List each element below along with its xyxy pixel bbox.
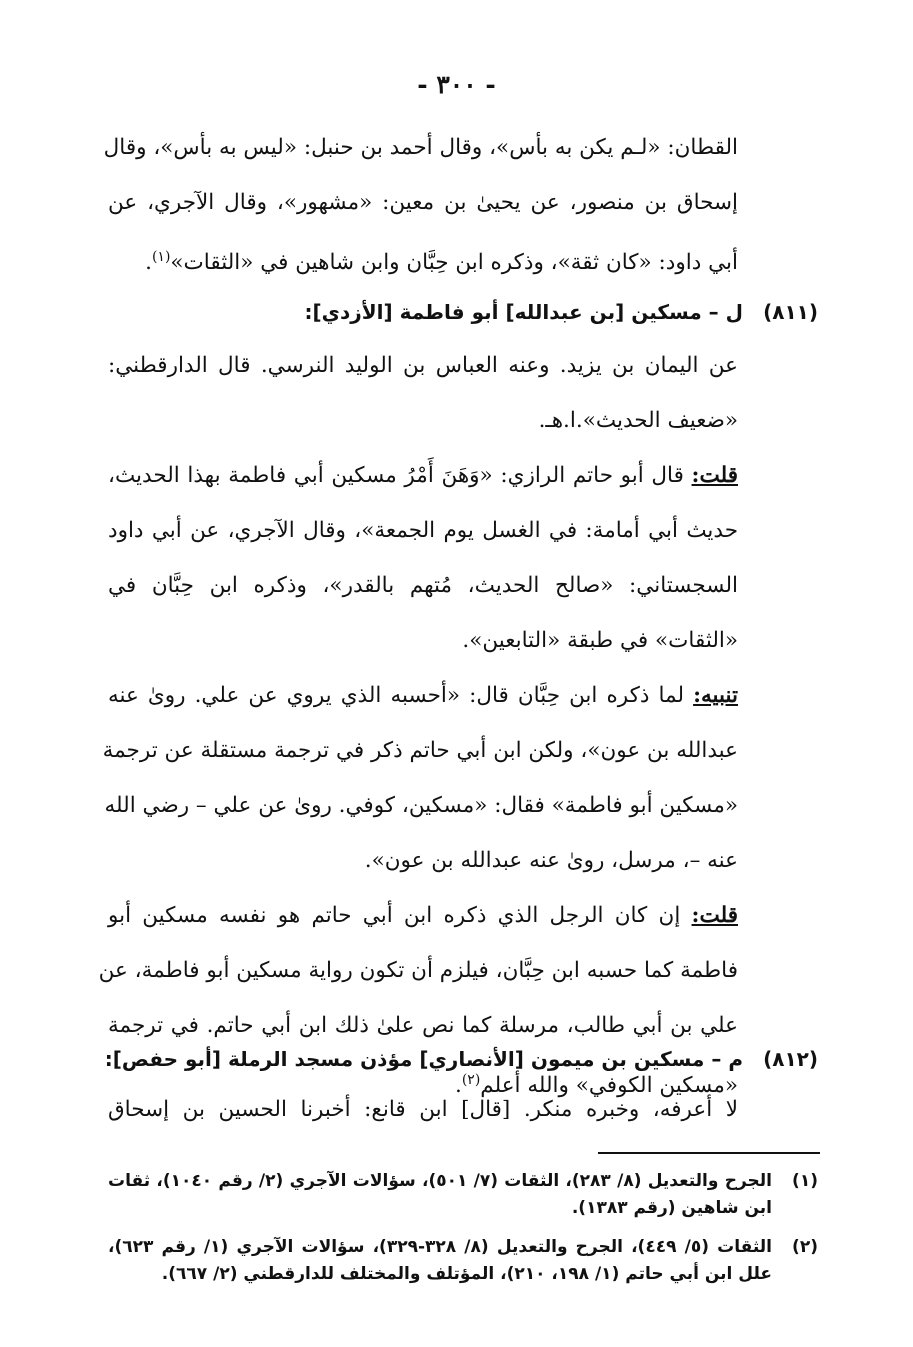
entry-812-body [108,1082,738,1137]
entry-heading-812 [98,1047,818,1077]
text-line [108,448,738,503]
footnote-marker: (٢) [461,1072,481,1088]
entry-811-body [98,338,738,1113]
footnote-text: الجرح والتعديل (٨/ ٢٨٣)، الثقات (٧/ ٥٠١)، سؤالات الآجري (٢/ رقم ١٠٤٠)، ثقات ابن شاهين (رقم ١٣٨٣). [108,1171,773,1218]
text-line: عنه –، مرسل، روىٰ عنه عبدالله بن عون». [364,848,738,873]
text-line-content: لما ذكره ابن حِبَّان قال: «أحسبه الذي يروي عن علي. روىٰ عنه [108,683,684,708]
tanbih-label: تنبيه: [693,683,738,708]
text-line: لا أعرفه، وخبره منكر. [قال] ابن قانع: أخبرنا الحسين بن إسحاق [108,1097,738,1122]
text-line [108,668,738,723]
text-line: أبي داود: «كان ثقة»، وذكره ابن حِبَّان وابن شاهين في «الثقات»$^{(١)}$. [145,249,738,276]
footnote-text: الثقات (٥/ ٤٤٩)، الجرح والتعديل (٨/ ٣٢٨-٣٢٩)، سؤالات الآجري (١/ رقم ٦٢٣)، علل ابن أبي حاتم (١/ ١٩٨، ٢١٠)، المؤتلف والمختلف للدارقطني (٢/ ٦٦٧). [108,1237,772,1284]
entry-title: م – مسكين بن ميمون [الأنصاري] مؤذن مسجد الرملة [أبو حفص]: [104,1047,743,1071]
intro-paragraph [103,120,738,290]
text-line-content: إن كان الرجل الذي ذكره ابن أبي حاتم هو نفسه مسكين أبو [108,903,681,928]
entry-number: (٨١١) [763,300,818,324]
entry-heading-811 [98,300,818,330]
footnote-mark: (١) [792,1171,818,1191]
footnote-2 [108,1234,818,1288]
qultu-label: قلت: [691,463,738,488]
page-number: - ٣٠٠ - [417,70,496,99]
text-line: عبدالله بن عون»، ولكن ابن أبي حاتم ذكر في ترجمة مستقلة عن ترجمة [102,738,738,763]
text-line: «مسكين أبو فاطمة» فقال: «مسكين، كوفي. روىٰ عن علي – رضي الله [104,793,738,818]
text-line: إسحاق بن منصور، عن يحيىٰ بن معين: «مشهور»، وقال الآجري، عن [108,190,738,215]
footnote-mark: (٢) [792,1237,818,1257]
entry-title: ل – مسكين [بن عبدالله] أبو فاطمة [الأزدي]: [304,300,743,324]
text-line: فاطمة كما حسبه ابن حِبَّان، فيلزم أن تكون رواية مسكين أبو فاطمة، عن [98,958,738,983]
text-line: حديث أبي أمامة: في الغسل يوم الجمعة»، وقال الآجري، عن أبي داود [108,518,738,543]
footnote-marker: (١) [151,249,171,265]
text-line: «مسكين الكوفي» والله أعلم$^{(٢)}$. [454,1072,738,1099]
text-line: علي بن أبي طالب، مرسلة كما نص علىٰ ذلك ابن أبي حاتم. في ترجمة [108,1013,738,1038]
text-line-content: قال أبو حاتم الرازي: «وَهَنَ أَمْرُ مسكين أبي فاطمة بهذا الحديث، [108,463,684,488]
text-line: القطان: «لـم يكن به بأس»، وقال أحمد بن حنبل: «ليس به بأس»، وقال [103,135,738,160]
footnote-1 [108,1168,818,1222]
text-line: «ضعيف الحديث».ا.هـ. [538,408,738,433]
text-line [108,888,738,943]
text-line: «الثقات» في طبقة «التابعين». [462,628,738,653]
entry-number: (٨١٢) [763,1047,818,1071]
text-line: السجستاني: «صالح الحديث، مُتهم بالقدر»، وذكره ابن حِبَّان في [108,573,738,598]
text-line-content: أبي داود: «كان ثقة»، وذكره ابن حِبَّان وابن شاهين في «الثقات» [170,250,738,276]
qultu-label: قلت: [691,903,738,928]
text-line: عن اليمان بن يزيد. وعنه العباس بن الوليد النرسي. قال الدارقطني: [108,353,738,378]
footnote-divider [598,1152,820,1154]
text-line-content: «مسكين الكوفي» والله أعلم [480,1073,738,1099]
